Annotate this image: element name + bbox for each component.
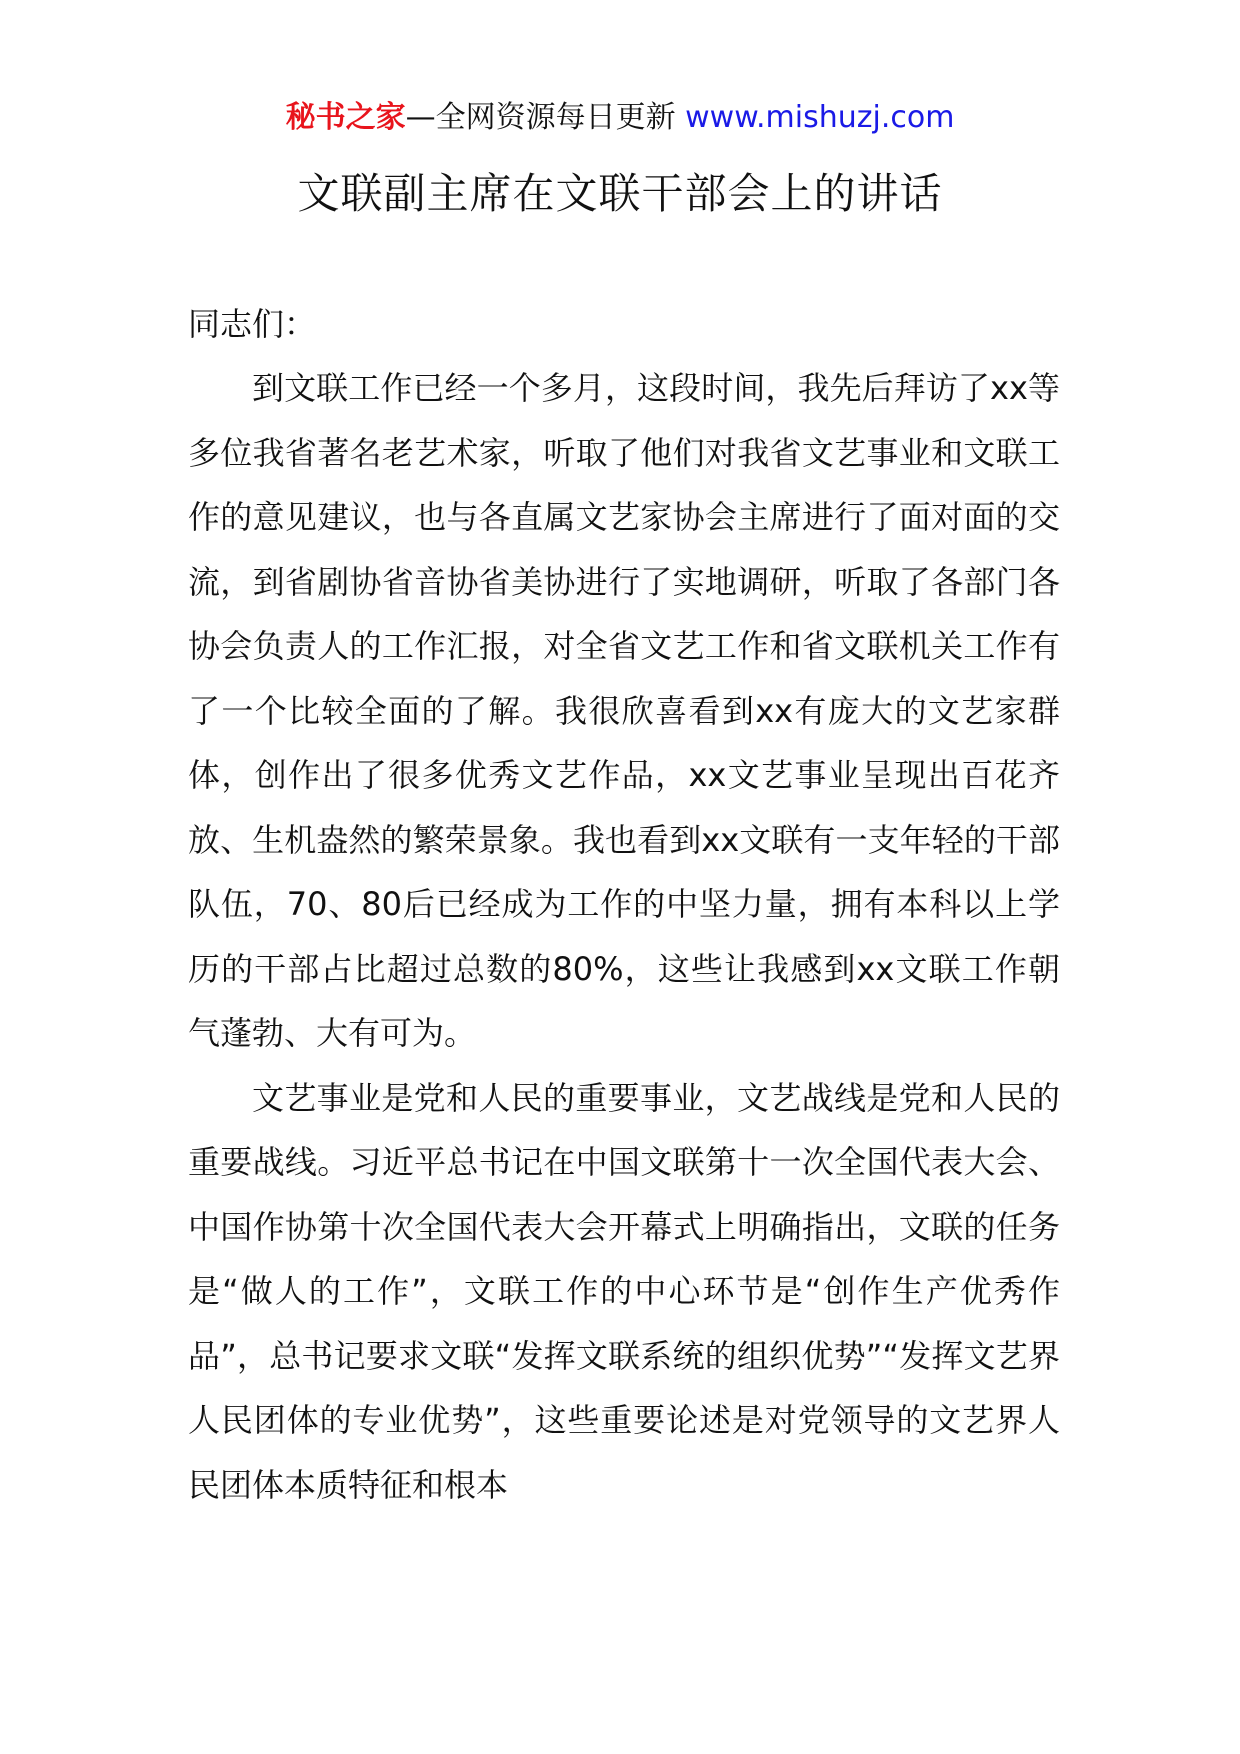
brand-name: 秘书之家 [285, 100, 406, 135]
salutation: 同志们： [188, 305, 317, 343]
paragraph-2: 文艺事业是党和人民的重要事业，文艺战线是党和人民的重要战线。习近平总书记在中国文联第十一次全国代表大会、中国作协第十次全国代表大会开幕式上明确指出，文联的任务是“做人的工作”，文联工作的中心环节是“创作生产优秀作品”，总书记要求文联“发挥文联系统的组织优势”“发挥文艺界人民团体的专业优势”，这些重要论述是对党领导的文艺界人民团体本质特征和根本 [188, 1078, 1060, 1504]
site-tagline: —全网资源每日更新 [405, 100, 676, 135]
document-body [188, 292, 1060, 1517]
site-url-link[interactable]: www.mishuzj.com [685, 100, 955, 135]
paragraph-1: 到文联工作已经一个多月，这段时间，我先后拜访了xx等多位我省著名老艺术家，听取了他们对我省文艺事业和文联工作的意见建议，也与各直属文艺家协会主席进行了面对面的交流，到省剧协省音协省美协进行了实地调研，听取了各部门各协会负责人的工作汇报，对全省文艺工作和省文联机关工作有了一个比较全面的了解。我很欣喜看到xx有庞大的文艺家群体，创作出了很多优秀文艺作品，xx文艺事业呈现出百花齐放、生机盎然的繁荣景象。我也看到xx文联有一支年轻的干部队伍，70、80后已经成为工作的中坚力量，拥有本科以上学历的干部占比超过总数的80%，这些让我感到xx文联工作朝气蓬勃、大有可为。 [188, 369, 1060, 1052]
site-header [0, 98, 1240, 138]
document-title: 文联副主席在文联干部会上的讲话 [297, 169, 943, 218]
